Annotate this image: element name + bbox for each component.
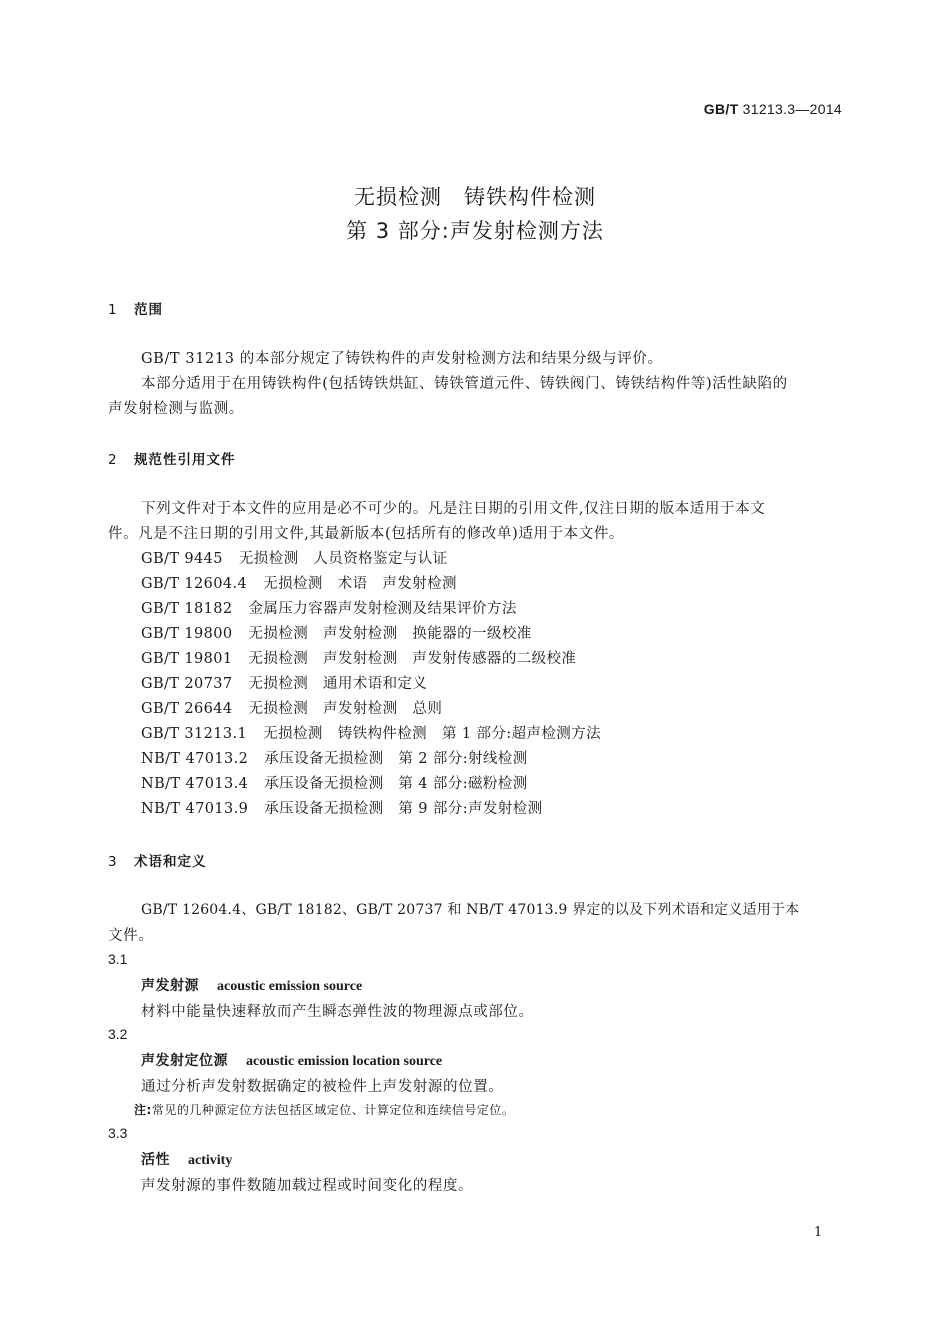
scope-paragraph-1: GB/T 31213 的本部分规定了铸铁构件的声发射检测方法和结果分级与评价。 xyxy=(141,351,663,367)
reference-item: GB/T 31213.1 无损检测 铸铁构件检测 第 1 部分:超声检测方法 xyxy=(141,726,601,742)
section-heading-scope: 1 范围 xyxy=(108,302,163,318)
document-title-line1: 无损检测 铸铁构件检测 xyxy=(354,185,596,209)
scope-paragraph-2-line1: 本部分适用于在用铸铁构件(包括铸铁烘缸、铸铁管道元件、铸铁阀门、铸铁结构件等)活性缺陷的 xyxy=(141,376,788,392)
terms-intro-line1: GB/T 12604.4、GB/T 18182、GB/T 20737 和 NB/T 47013.9 界定的以及下列术语和定义适用于本 xyxy=(141,902,800,918)
reference-item: GB/T 18182 金属压力容器声发射检测及结果评价方法 xyxy=(141,601,517,617)
scope-paragraph-2-line2: 声发射检测与监测。 xyxy=(108,401,244,417)
term-note: 注:常见的几种源定位方法包括区域定位、计算定位和连续信号定位。 xyxy=(134,1103,515,1117)
term-definition: 通过分析声发射数据确定的被检件上声发射源的位置。 xyxy=(141,1079,504,1095)
term-definition: 声发射源的事件数随加载过程或时间变化的程度。 xyxy=(141,1178,474,1194)
reference-item: GB/T 12604.4 无损检测 术语 声发射检测 xyxy=(141,576,457,592)
reference-item: GB/T 26644 无损检测 声发射检测 总则 xyxy=(141,701,443,717)
term-number: 3.3 xyxy=(108,1125,128,1141)
page-number: 1 xyxy=(814,1225,823,1240)
term-heading: 活性 activity xyxy=(141,1152,233,1168)
term-heading: 声发射定位源 acoustic emission location source xyxy=(141,1053,443,1069)
term-number: 3.2 xyxy=(108,1026,128,1042)
document-title-line2: 第 3 部分:声发射检测方法 xyxy=(346,219,604,243)
reference-item: NB/T 47013.9 承压设备无损检测 第 9 部分:声发射检测 xyxy=(141,801,543,817)
section-heading-terms-definitions: 3 术语和定义 xyxy=(108,854,207,870)
reference-item: GB/T 9445 无损检测 人员资格鉴定与认证 xyxy=(141,551,448,567)
standard-number: GB/T 31213.3—2014 xyxy=(703,101,842,117)
reference-item: NB/T 47013.4 承压设备无损检测 第 4 部分:磁粉检测 xyxy=(141,776,528,792)
term-heading: 声发射源 acoustic emission source xyxy=(141,978,363,994)
reference-item: GB/T 19801 无损检测 声发射检测 声发射传感器的二级校准 xyxy=(141,651,577,667)
normative-intro-line1: 下列文件对于本文件的应用是必不可少的。凡是注日期的引用文件,仅注日期的版本适用于本文 xyxy=(141,501,766,517)
normative-intro-line2: 件。凡是不注日期的引用文件,其最新版本(包括所有的修改单)适用于本文件。 xyxy=(108,526,625,542)
reference-item: NB/T 47013.2 承压设备无损检测 第 2 部分:射线检测 xyxy=(141,751,528,767)
term-definition: 材料中能量快速释放而产生瞬态弹性波的物理源点或部位。 xyxy=(141,1004,534,1020)
reference-item: GB/T 20737 无损检测 通用术语和定义 xyxy=(141,676,428,692)
reference-item: GB/T 19800 无损检测 声发射检测 换能器的一级校准 xyxy=(141,626,532,642)
terms-intro-line2: 文件。 xyxy=(108,928,154,944)
term-number: 3.1 xyxy=(108,951,128,967)
section-heading-normative-references: 2 规范性引用文件 xyxy=(108,452,236,468)
